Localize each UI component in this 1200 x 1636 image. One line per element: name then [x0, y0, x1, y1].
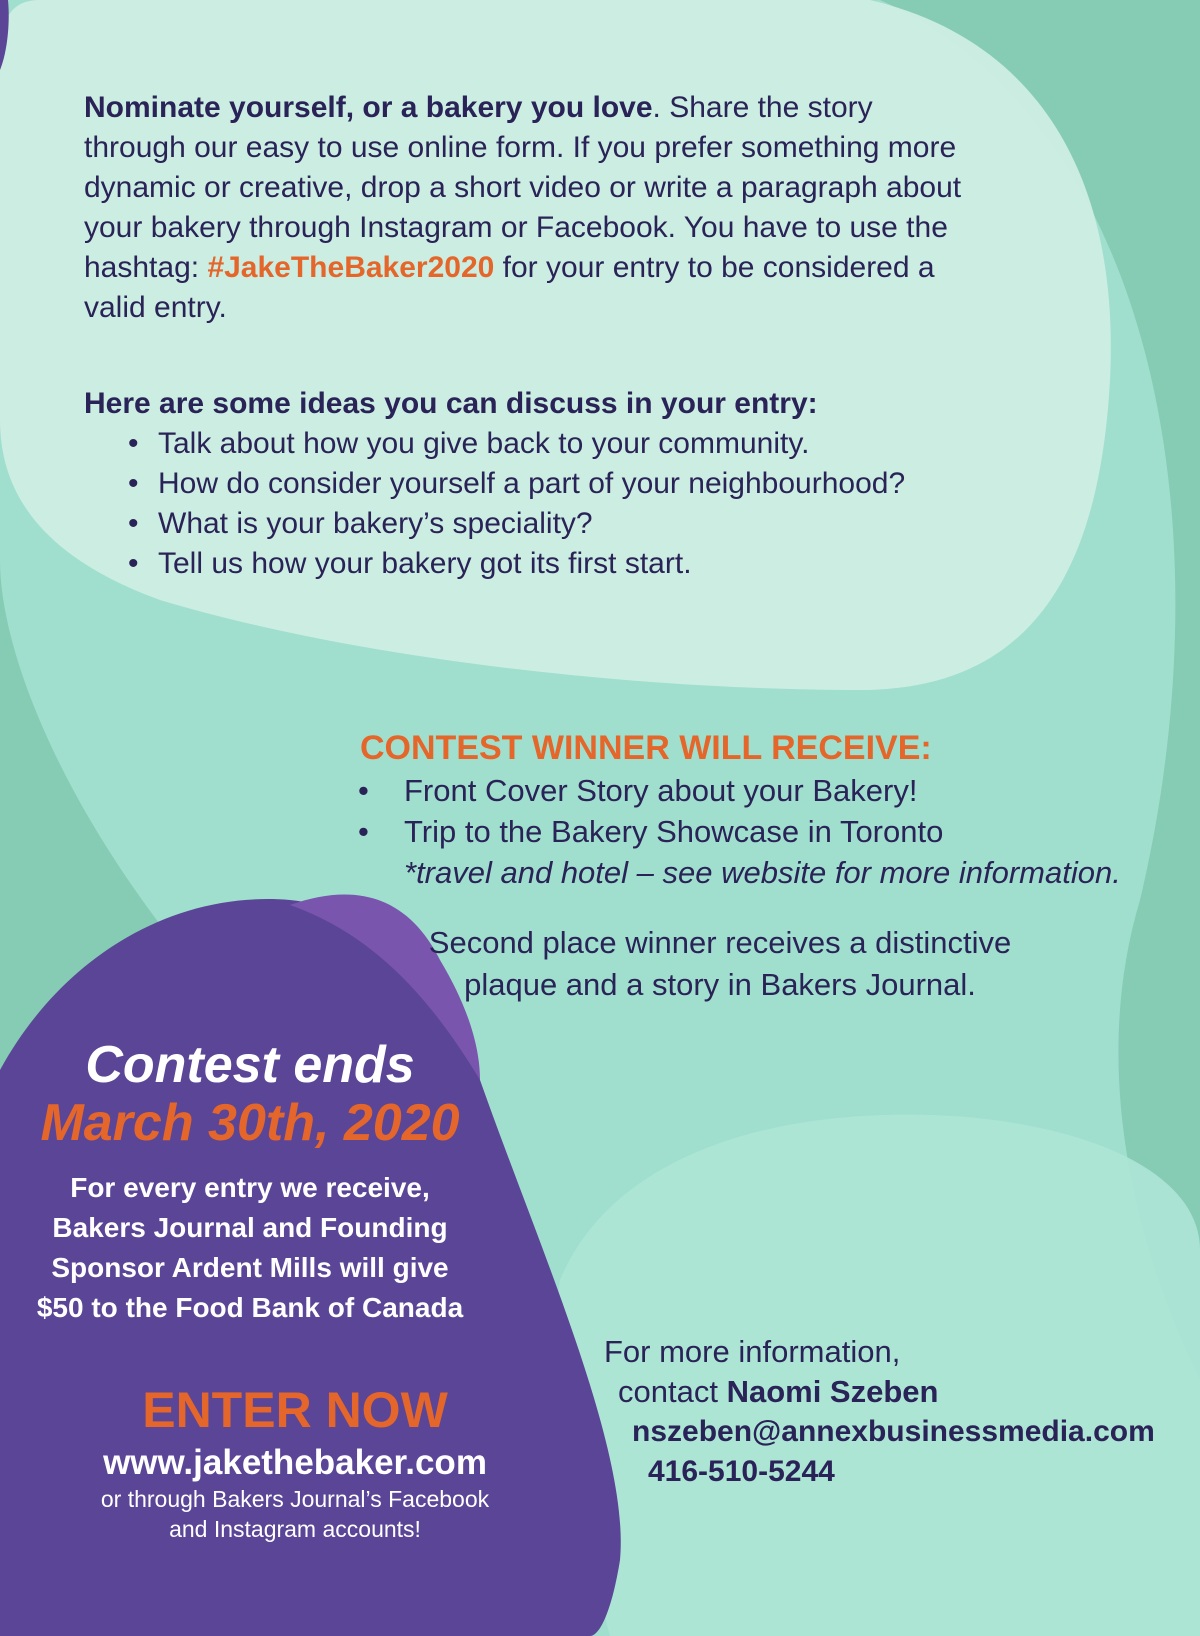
second-place-line: plaque and a story in Bakers Journal.	[464, 967, 976, 1002]
contact-prefix: contact	[618, 1374, 727, 1409]
contact-name: Naomi Szeben	[726, 1374, 939, 1409]
donation-text	[20, 1168, 480, 1328]
social-line: or through Bakers Journal’s Facebook	[100, 1486, 490, 1512]
contact-intro: For more information,	[604, 1334, 901, 1369]
donation-line: $50 to the Food Bank of Canada	[36, 1292, 464, 1323]
second-place-line: Second place winner receives a distinctive	[428, 925, 1012, 960]
deadline-label: Contest ends	[85, 1036, 415, 1094]
list-item: • Front Cover Story about your Bakery!	[356, 770, 943, 811]
donation-line: For every entry we receive,	[70, 1172, 430, 1203]
prize-note: *travel and hotel – see website for more information.	[404, 855, 1121, 890]
social-line: and Instagram accounts!	[169, 1516, 421, 1542]
website-link[interactable]: www.jakethebaker.com	[103, 1443, 487, 1482]
list-item: • Trip to the Bakery Showcase in Toronto	[356, 811, 943, 852]
ideas-list	[128, 424, 905, 584]
contact-name-line	[618, 1372, 938, 1412]
hashtag: #JakeTheBaker2020	[207, 251, 495, 284]
enter-now-heading: ENTER NOW	[142, 1382, 448, 1438]
deadline-date: March 30th, 2020	[40, 1094, 460, 1152]
intro-paragraph	[84, 88, 964, 328]
list-item: • Talk about how you give back to your community.	[128, 424, 905, 464]
contact-phone[interactable]: 416-510-5244	[648, 1455, 835, 1488]
list-item: • Tell us how your bakery got its first start.	[128, 544, 905, 584]
donation-line: Bakers Journal and Founding	[52, 1212, 448, 1243]
intro-lead: Nominate yourself, or a bakery you love	[84, 91, 653, 124]
ideas-heading: Here are some ideas you can discuss in your entry:	[84, 387, 818, 420]
prize-heading: CONTEST WINNER WILL RECEIVE:	[360, 729, 932, 767]
contact-email[interactable]: nszeben@annexbusinessmedia.com	[632, 1415, 1155, 1448]
list-item: • How do consider yourself a part of your neighbourhood?	[128, 464, 905, 504]
intro-body: . Share the story through our easy to use online form. If you prefer something more dynamic or creative, drop a short video or write a paragraph about your bakery through Instagram or Facebook. You have to use the hashtag:	[84, 91, 962, 284]
prize-list	[356, 770, 943, 852]
intro-tail: for your entry to be considered a valid entry.	[84, 251, 935, 324]
list-item: • What is your bakery’s speciality?	[128, 504, 905, 544]
donation-line: Sponsor Ardent Mills will give	[51, 1252, 449, 1283]
second-place-text	[420, 922, 1020, 1006]
social-text	[80, 1484, 510, 1544]
